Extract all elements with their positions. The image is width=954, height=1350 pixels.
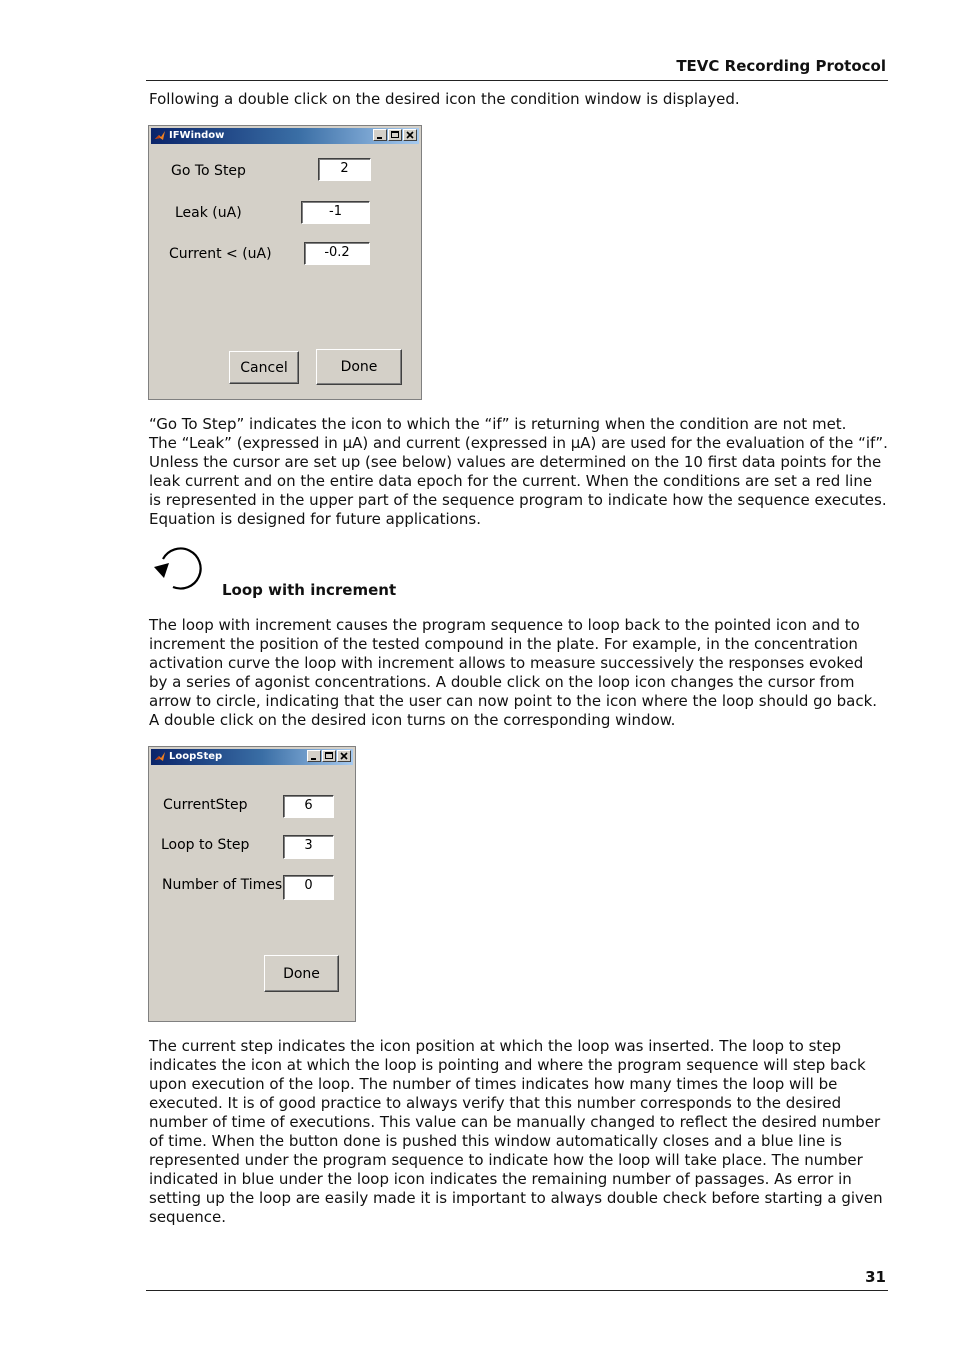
if-window-titlebar[interactable] xyxy=(151,128,419,144)
running-header-title: TEVC Recording Protocol xyxy=(676,57,886,75)
text-line: The current step indicates the icon position at which the loop was inserted. The loop to step xyxy=(149,1037,842,1055)
current-field[interactable]: -0.2 xyxy=(304,242,370,265)
go-to-step-label: Go To Step xyxy=(171,163,246,179)
text-line: by a series of agonist concentrations. A double click on the loop icon changes the cursor from xyxy=(149,673,855,691)
intro-paragraph: Following a double click on the desired icon the condition window is displayed. xyxy=(149,90,740,108)
current-label: Current < (uA) xyxy=(169,246,272,262)
text-line: indicates the icon at which the loop is pointing and where the program sequence will step back xyxy=(149,1056,866,1074)
text-line: Unless the cursor are set up (see below) values are determined on the 10 first data points for the xyxy=(149,453,882,471)
cancel-button[interactable]: Cancel xyxy=(229,351,299,384)
text-line: represented under the program sequence to indicate how the loop will take place. The number xyxy=(149,1151,863,1169)
done-button[interactable]: Done xyxy=(264,955,339,992)
text-line: Equation is designed for future applications. xyxy=(149,510,481,528)
text-line: number of time of executions. This value can be manually changed to reflect the desired number xyxy=(149,1113,881,1131)
final-description-paragraph xyxy=(149,1037,891,1227)
text-line: “Go To Step” indicates the icon to which the “if” is returning when the condition are not met. xyxy=(149,415,847,433)
matlab-logo-icon xyxy=(154,130,166,142)
text-line: The loop with increment causes the program sequence to loop back to the pointed icon and to xyxy=(149,616,860,634)
minimize-icon[interactable] xyxy=(307,750,321,762)
if-description-paragraph xyxy=(149,415,891,529)
leak-field[interactable]: -1 xyxy=(301,201,370,224)
text-line: The “Leak” (expressed in µA) and current (expressed in µA) are used for the evaluation of the “if”. xyxy=(149,434,888,452)
text-line: is represented in the upper part of the sequence program to indicate how the sequence executes. xyxy=(149,491,887,509)
text-line: executed. It is of good practice to always verify that this number corresponds to the desired xyxy=(149,1094,842,1112)
text-line: upon execution of the loop. The number of times indicates how many times the loop will be xyxy=(149,1075,838,1093)
loop-step-window-title: LoopStep xyxy=(169,751,223,762)
loop-arrow-icon xyxy=(150,546,204,596)
if-window xyxy=(148,125,422,400)
go-to-step-field[interactable]: 2 xyxy=(318,158,371,181)
loop-to-step-field[interactable]: 3 xyxy=(283,835,334,859)
matlab-logo-icon xyxy=(154,751,166,763)
footer-rule xyxy=(146,1290,888,1291)
close-icon[interactable] xyxy=(403,129,417,141)
header-rule xyxy=(146,80,888,81)
text-line: activation curve the loop with increment allows to measure successively the responses evoked xyxy=(149,654,864,672)
text-line: increment the position of the tested compound in the plate. For example, in the concentration xyxy=(149,635,858,653)
loop-to-step-label: Loop to Step xyxy=(161,837,250,853)
number-of-times-field[interactable]: 0 xyxy=(283,875,334,900)
leak-label: Leak (uA) xyxy=(175,205,242,221)
maximize-icon[interactable] xyxy=(322,750,336,762)
loop-section-heading: Loop with increment xyxy=(222,581,397,599)
page-number: 31 xyxy=(865,1268,886,1286)
if-window-title: IFWindow xyxy=(169,130,225,141)
text-line: setting up the loop are easily made it is important to always double check before starting a given xyxy=(149,1189,883,1207)
text-line: of time. When the button done is pushed this window automatically closes and a blue line is xyxy=(149,1132,842,1150)
text-line: arrow to circle, indicating that the user can now point to the icon where the loop should go back. xyxy=(149,692,878,710)
loop-step-window xyxy=(148,746,356,1022)
current-step-label: CurrentStep xyxy=(163,797,248,813)
text-line: indicated in blue under the loop icon indicates the remaining number of passages. As error in xyxy=(149,1170,852,1188)
text-line: A double click on the desired icon turns on the corresponding window. xyxy=(149,711,676,729)
maximize-icon[interactable] xyxy=(388,129,402,141)
text-line: leak current and on the entire data epoch for the current. When the conditions are set a red line xyxy=(149,472,873,490)
current-step-field[interactable]: 6 xyxy=(283,795,334,818)
done-button[interactable]: Done xyxy=(316,349,402,385)
loop-step-window-titlebar[interactable] xyxy=(151,749,353,765)
close-icon[interactable] xyxy=(337,750,351,762)
number-of-times-label: Number of Times xyxy=(162,877,283,893)
loop-description-paragraph xyxy=(149,616,891,730)
minimize-icon[interactable] xyxy=(373,129,387,141)
text-line: sequence. xyxy=(149,1208,227,1226)
